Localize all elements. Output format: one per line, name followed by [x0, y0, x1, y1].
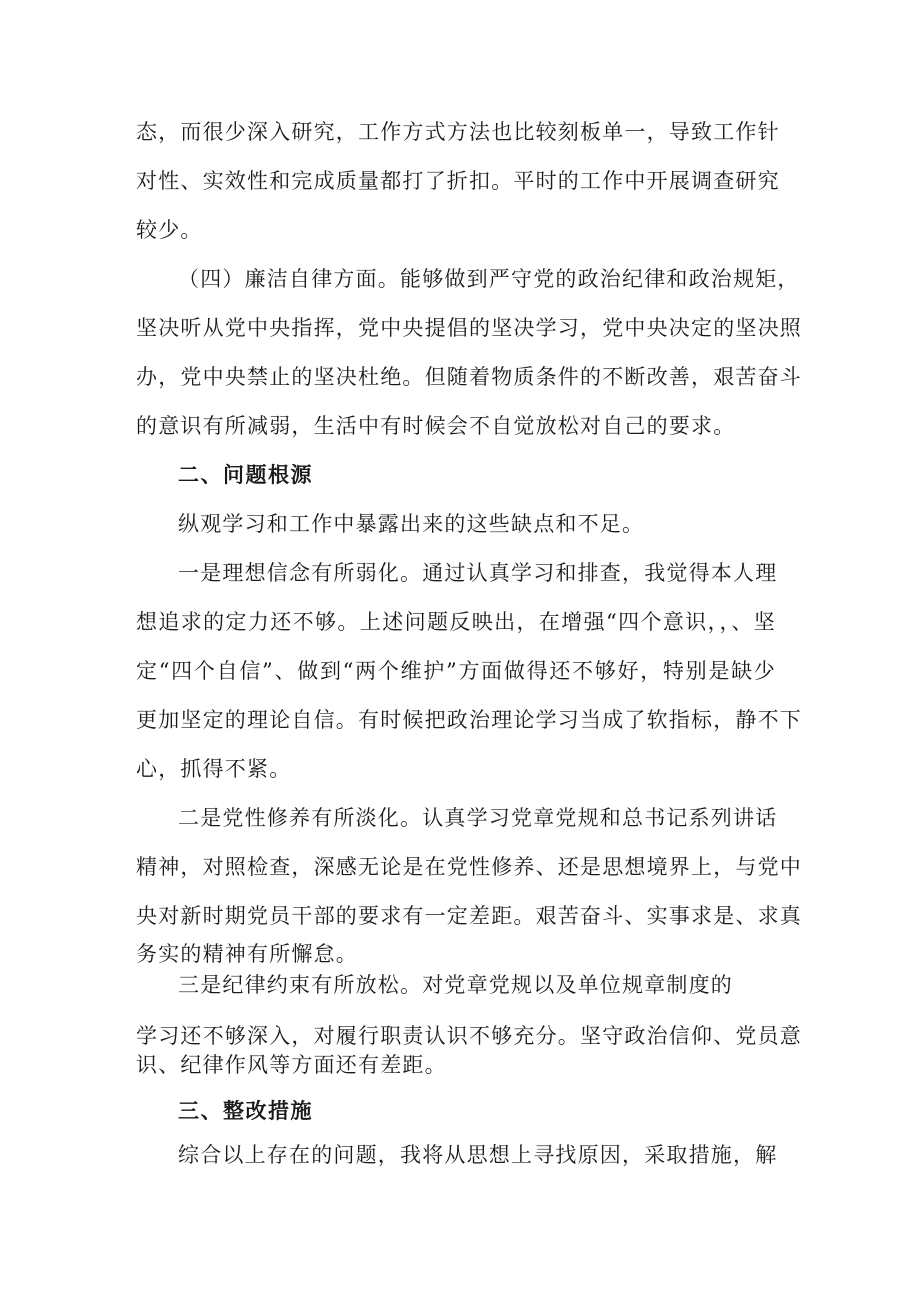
paragraph-line: 想追求的定力还不够。上述问题反映出，在增强“四个意识，，、坚	[136, 610, 776, 634]
paragraph-line: 一是理想信念有所弱化。通过认真学习和排查，我觉得本人理	[178, 561, 778, 585]
paragraph-line: 的意识有所减弱，生活中有时候会不自觉放松对自己的要求。	[136, 414, 736, 438]
paragraph-line: 精神，对照检查，深感无论是在党性修养、还是思想境界上，与党中	[136, 855, 802, 879]
paragraph-line: 综合以上存在的问题，我将从思想上寻找原因，采取措施，解	[178, 1143, 778, 1167]
paragraph-line: 办，党中央禁止的坚决杜绝。但随着物质条件的不断改善，艰苦奋斗	[136, 365, 802, 389]
paragraph-line: （四）廉洁自律方面。能够做到严守党的政治纪律和政治规矩，	[178, 267, 800, 291]
paragraph-line: 学习还不够深入，对履行职责认识不够充分。坚守政治信仰、党员意	[136, 1024, 802, 1048]
paragraph-line: 态，而很少深入研究，工作方式方法也比较刻板单一，导致工作针	[136, 120, 780, 144]
paragraph-line: 坚决听从党中央指挥，党中央提倡的坚决学习，党中央决定的坚决照	[136, 316, 802, 340]
paragraph-line: 较少。	[136, 218, 203, 242]
paragraph-line: 二是党性修养有所淡化。认真学习党章党规和总书记系列讲话	[178, 806, 778, 830]
section-heading: 三、整改措施	[178, 1099, 313, 1123]
paragraph-line: 央对新时期党员干部的要求有一定差距。艰苦奋斗、实事求是、求真	[136, 904, 802, 928]
paragraph-line: 识、纪律作风等方面还有差距。	[136, 1053, 447, 1077]
paragraph-line: 纵观学习和工作中暴露出来的这些缺点和不足。	[178, 512, 645, 536]
paragraph-line: 定“四个自信”、做到“两个维护”方面做得还不够好，特别是缺少	[136, 659, 776, 683]
paragraph-line: 对性、实效性和完成质量都打了折扣。平时的工作中开展调查研究	[136, 169, 780, 193]
section-heading: 二、问题根源	[178, 463, 313, 487]
paragraph-line: 心，抓得不紧。	[136, 757, 292, 781]
paragraph-line: 三是纪律约束有所放松。对党章党规以及单位规章制度的	[178, 973, 733, 997]
paragraph-line: 更加坚定的理论自信。有时候把政治理论学习当成了软指标，静不下	[136, 708, 802, 732]
paragraph-line: 务实的精神有所懈怠。	[136, 942, 358, 966]
